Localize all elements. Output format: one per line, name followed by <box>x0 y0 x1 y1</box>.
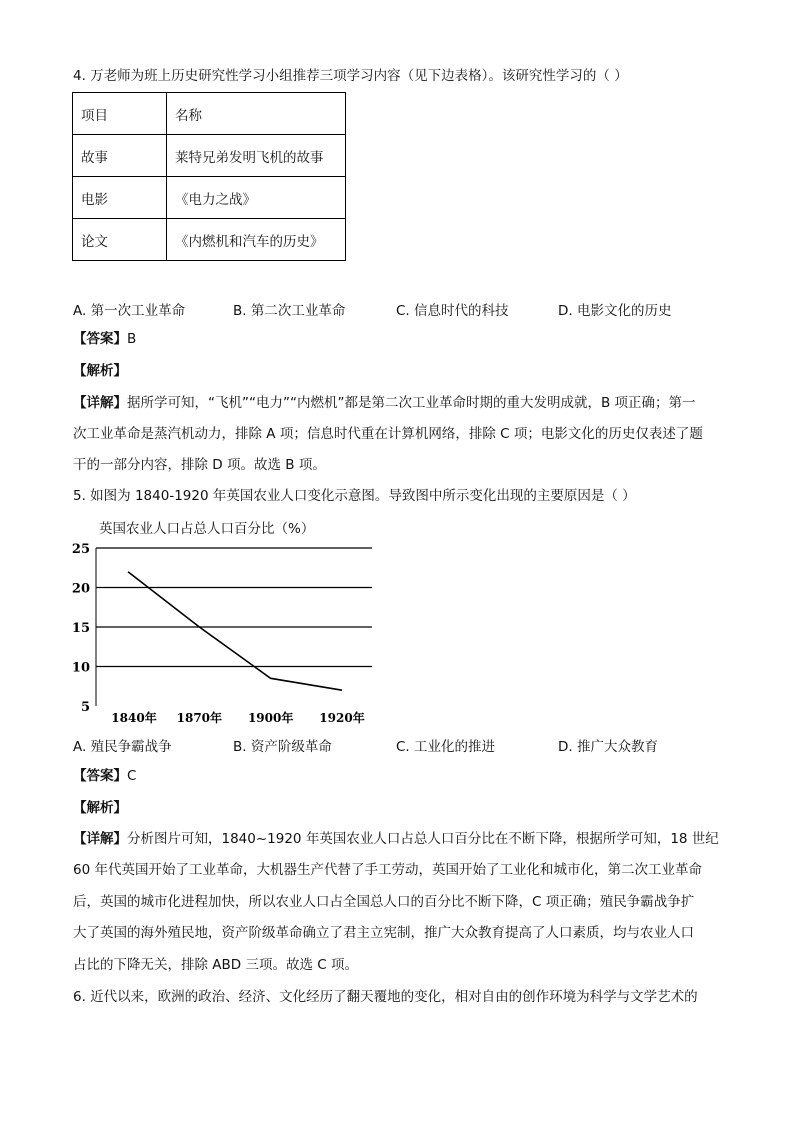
table-cell: 名称 <box>167 93 346 135</box>
series-line <box>128 572 342 691</box>
option-a: A. 殖民争霸战争 <box>73 739 172 755</box>
q4-detail-line: 次工业革命是蒸汽机动力，排除 A 项；信息时代重在计算机网络，排除 C 项；电影文化的历史仅表述了题 <box>73 426 703 442</box>
table-row <box>73 93 346 135</box>
q4-detail-line: 干的一部分内容，排除 D 项。故选 B 项。 <box>73 457 326 473</box>
table-cell: 《内燃机和汽车的历史》 <box>167 219 346 261</box>
x-tick-label: 1920年 <box>319 711 365 725</box>
q5-detail-line: 60 年代英国开始了工业革命，大机器生产代替了手工劳动，英国开始了工业化和城市化，第二次工业革命 <box>73 862 702 878</box>
option-b: B. 资产阶级革命 <box>233 739 332 755</box>
table-row <box>73 177 346 219</box>
option-b: B. 第二次工业革命 <box>233 303 346 319</box>
detail-text: 分析图片可知，1840~1920 年英国农业人口占总人口百分比在不断下降，根据所学可知，18 世纪 <box>127 831 719 847</box>
option-c: C. 信息时代的科技 <box>396 303 509 319</box>
answer-label: 【答案】 <box>73 768 127 784</box>
answer-value: C <box>127 768 137 784</box>
table-cell: 项目 <box>73 93 167 135</box>
y-tick-label: 10 <box>71 660 90 676</box>
table-cell: 论文 <box>73 219 167 261</box>
y-tick-label: 15 <box>71 621 90 636</box>
q4-detail-line <box>73 393 696 413</box>
y-tick-label: 25 <box>71 542 90 557</box>
option-a: A. 第一次工业革命 <box>73 303 186 319</box>
q5-stem: 5. 如图为 1840-1920 年英国农业人口变化示意图。导致图中所示变化出现的主要原因是（ ） <box>73 488 636 504</box>
option-d: D. 推广大众教育 <box>558 739 658 755</box>
table-row <box>73 135 346 177</box>
q5-detail-line: 后，英国的城市化进程加快，所以农业人口占全国总人口的百分比不断下降，C 项正确；殖民争霸战争扩 <box>73 894 695 910</box>
table-row <box>73 219 346 261</box>
q4-answer <box>73 329 136 349</box>
q6-stem: 6. 近代以来，欧洲的政治、经济、文化经历了翻天覆地的变化，相对自由的创作环境为科学与文学艺术的 <box>73 989 698 1005</box>
table-cell: 《电力之战》 <box>167 177 346 219</box>
detail-label: 【详解】 <box>73 395 127 411</box>
answer-value: B <box>127 331 137 347</box>
q5-analysis-label: 【解析】 <box>73 800 127 816</box>
x-tick-label: 1840年 <box>111 711 157 725</box>
line-chart <box>60 538 390 728</box>
x-tick-label: 1870年 <box>176 711 223 725</box>
table-cell: 电影 <box>73 177 167 219</box>
answer-label: 【答案】 <box>73 331 127 347</box>
table-cell: 故事 <box>73 135 167 177</box>
q5-detail-line <box>73 829 719 849</box>
q5-answer <box>73 766 136 786</box>
q4-analysis-label: 【解析】 <box>73 363 127 379</box>
q4-stem: 4. 万老师为班上历史研究性学习小组推荐三项学习内容（见下边表格）。该研究性学习的（ ） <box>73 68 628 84</box>
q5-options <box>73 735 753 755</box>
detail-text: 据所学可知，“飞机”“电力”“内燃机”都是第二次工业革命时期的重大发明成就，B 项正确；第一 <box>127 395 696 411</box>
q4-table <box>72 92 346 261</box>
option-c: C. 工业化的推进 <box>396 739 496 755</box>
y-tick-label: 5 <box>80 700 90 715</box>
y-tick-label: 20 <box>71 581 90 597</box>
chart-title: 英国农业人口占总人口百分比（%） <box>99 521 315 537</box>
table-cell: 莱特兄弟发明飞机的故事 <box>167 135 346 177</box>
option-d: D. 电影文化的历史 <box>558 303 672 319</box>
detail-label: 【详解】 <box>73 831 127 847</box>
q5-detail-line: 占比的下降无关，排除 ABD 三项。故选 C 项。 <box>73 957 358 973</box>
q4-options <box>73 299 753 319</box>
x-tick-label: 1900年 <box>247 711 294 725</box>
q5-detail-line: 大了英国的海外殖民地，资产阶级革命确立了君主立宪制，推广大众教育提高了人口素质，均与农业人口 <box>73 925 694 941</box>
